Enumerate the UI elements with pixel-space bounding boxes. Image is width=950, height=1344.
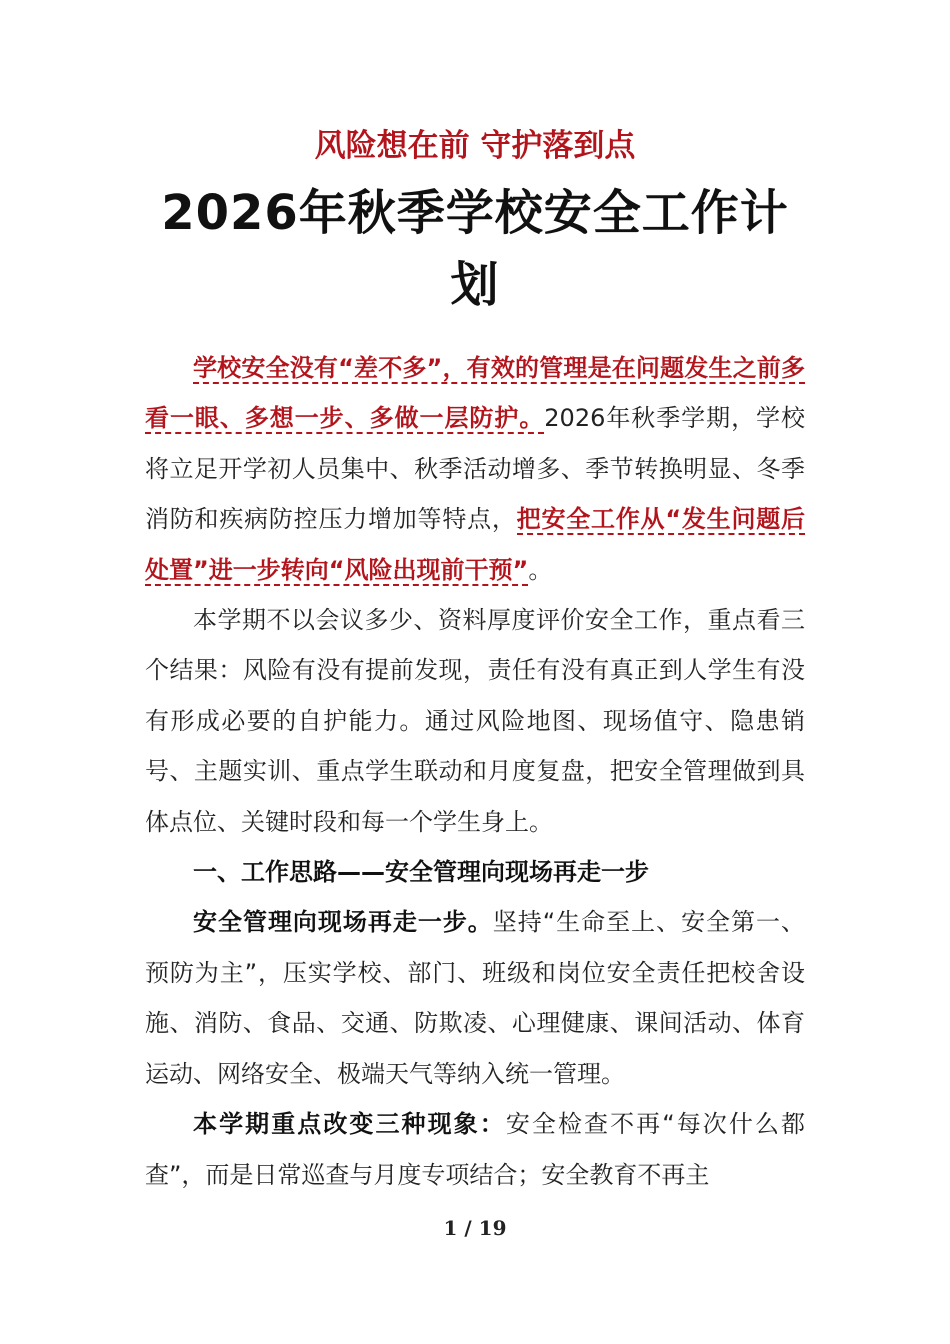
intro-text: 2026年秋季学期，学校将立足开学初人员集中、秋季活动增多、季节转换明显、冬季消防和疾病防控压力增加等特点， <box>145 404 805 534</box>
approach-text: 坚持“生命至上、安全第一、预防为主”，压实学校、部门、班级和岗位安全责任把校舍设施、消防、食品、交通、防欺凌、心理健康、课间活动、体育运动、网络安全、极端天气等纳入统一管理。 <box>145 908 805 1088</box>
focus-lead: 本学期重点改变三种现象： <box>193 1110 506 1139</box>
intro-paragraph <box>145 343 805 595</box>
evaluation-paragraph: 本学期不以会议多少、资料厚度评价安全工作，重点看三个结果：风险有没有提前发现，责任有没有真正到人学生有没有形成必要的自护能力。通过风险地图、现场值守、隐患销号、主题实训、重点学生联动和月度复盘，把安全管理做到具体点位、关键时段和每一个学生身上。 <box>145 606 805 836</box>
focus-paragraph <box>145 1099 805 1200</box>
page-number: 1 / 19 <box>443 1216 507 1240</box>
document-title: 2026年秋季学校安全工作计划 <box>161 185 789 313</box>
focus-text: 安全检查不再“每次什么都查”，而是日常巡查与月度专项结合；安全教育不再主 <box>145 1110 806 1189</box>
approach-lead: 安全管理向现场再走一步。 <box>193 908 493 937</box>
document-body <box>145 343 805 1200</box>
intro-key-statement: 把安全工作从“发生问题后处置”进一步转向“风险出现前干预” <box>145 505 805 584</box>
document-subtitle: 风险想在前 守护落到点 <box>314 128 636 164</box>
intro-end-punctuation: 。 <box>528 555 553 584</box>
approach-paragraph <box>145 897 805 1099</box>
intro-emphasis: 学校安全没有“差不多”，有效的管理是在问题发生之前多看一眼、多想一步、多做一层防护。 <box>145 354 805 433</box>
section-heading-1: 一、工作思路——安全管理向现场再走一步 <box>193 858 649 887</box>
